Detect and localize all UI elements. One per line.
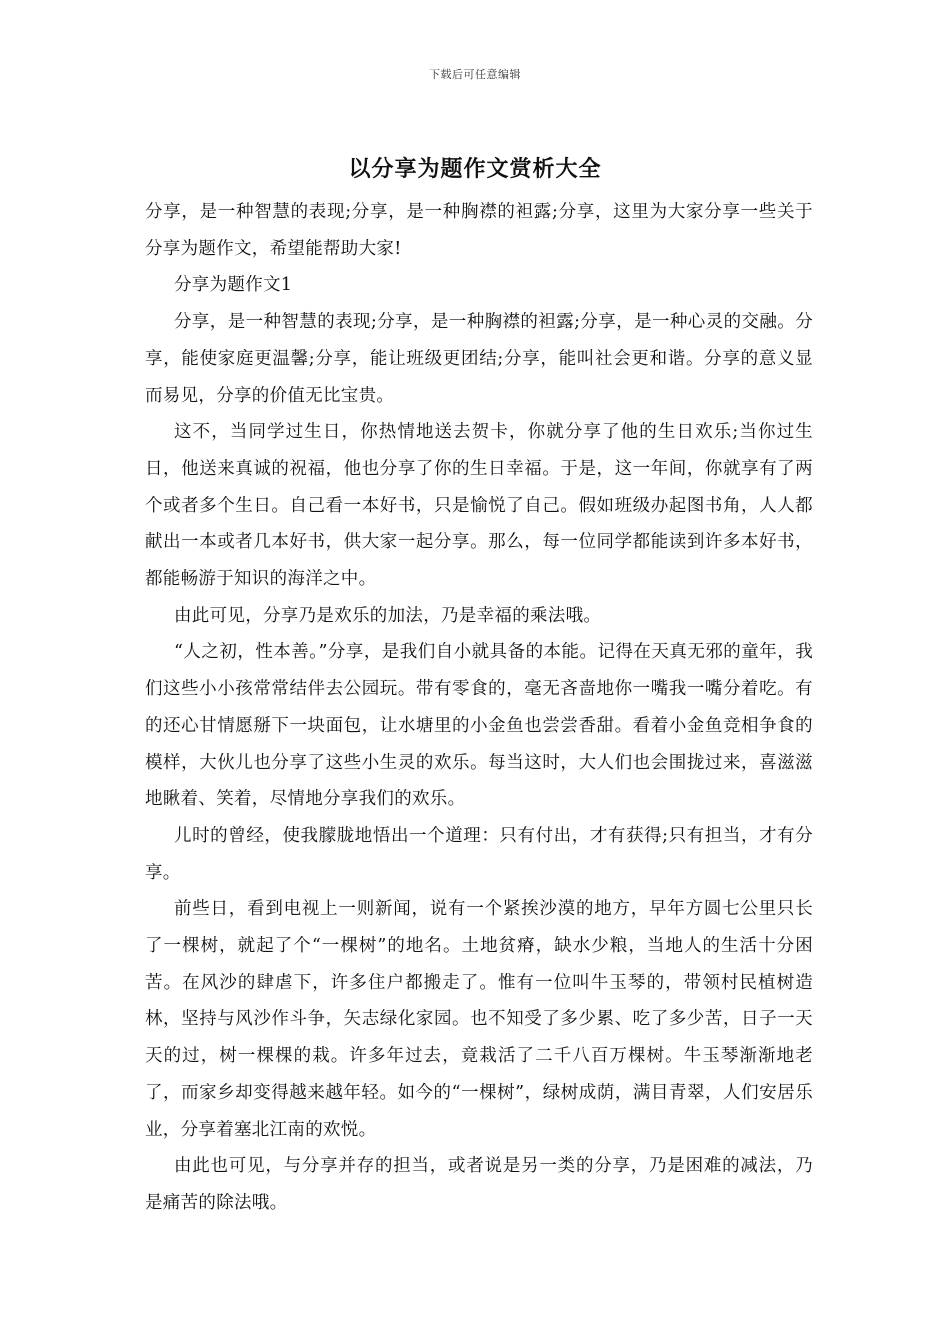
document-title: 以分享为题作文赏析大全 (348, 156, 602, 182)
body-paragraph: “人之初，性本善。”分享，是我们自小就具备的本能。记得在天真无邪的童年，我们这些小小孩常常结伴去公园玩。带有零食的，毫无吝啬地你一嘴我一嘴分着吃。有的还心甘情愿掰下一块面包，让水塘里的小金鱼也尝尝香甜。看着小金鱼竞相争食的模样，大伙儿也分享了这些小生灵的欢乐。每当这时，大人们也会围拢过来，喜滋滋地瞅着、笑着，尽情地分享我们的欢乐。 (145, 642, 813, 810)
body-paragraph: 分享，是一种智慧的表现;分享，是一种胸襟的袒露;分享，是一种心灵的交融。分享，能使家庭更温馨;分享，能让班级更团结;分享，能叫社会更和谐。分享的意义显而易见，分享的价值无比宝贵。 (145, 312, 813, 406)
intro-paragraph: 分享，是一种智慧的表现;分享，是一种胸襟的袒露;分享，这里为大家分享一些关于分享为题作文，希望能帮助大家! (145, 202, 813, 259)
body-paragraph: 儿时的曾经，使我朦胧地悟出一个道理：只有付出，才有获得;只有担当，才有分享。 (145, 825, 813, 883)
header-note: 下载后可任意编辑 (429, 68, 521, 81)
body-paragraph: 由此可见，分享乃是欢乐的加法，乃是幸福的乘法哦。 (174, 605, 602, 626)
body-paragraph: 这不，当同学过生日，你热情地送去贺卡，你就分享了他的生日欢乐;当你过生日，他送来真诚的祝福，他也分享了你的生日幸福。于是，这一年间，你就享有了两个或者多个生日。自己看一本好书，只是愉悦了自己。假如班级办起图书角，人人都献出一本或者几本好书，供大家一起分享。那么，每一位同学都能读到许多本好书，都能畅游于知识的海洋之中。 (145, 422, 813, 590)
document-body (145, 194, 813, 1222)
body-paragraph: 由此也可见，与分享并存的担当，或者说是另一类的分享，乃是困难的减法，乃是痛苦的除法哦。 (145, 1156, 813, 1213)
body-paragraph: 前些日，看到电视上一则新闻，说有一个紧挨沙漠的地方，早年方圆七公里只长了一棵树，就起了个“一棵树”的地名。土地贫瘠，缺水少粮，当地人的生活十分困苦。在风沙的肆虐下，许多住户都搬走了。惟有一位叫牛玉琴的，带领村民植树造林，坚持与风沙作斗争，矢志绿化家园。也不知受了多少累、吃了多少苦，日子一天天的过，树一棵棵的栽。许多年过去，竟栽活了二千八百万棵树。牛玉琴渐渐地老了，而家乡却变得越来越年轻。如今的“一棵树”，绿树成荫，满目青翠，人们安居乐业，分享着塞北江南的欢悦。 (145, 899, 813, 1140)
section-heading: 分享为题作文1 (174, 275, 293, 296)
